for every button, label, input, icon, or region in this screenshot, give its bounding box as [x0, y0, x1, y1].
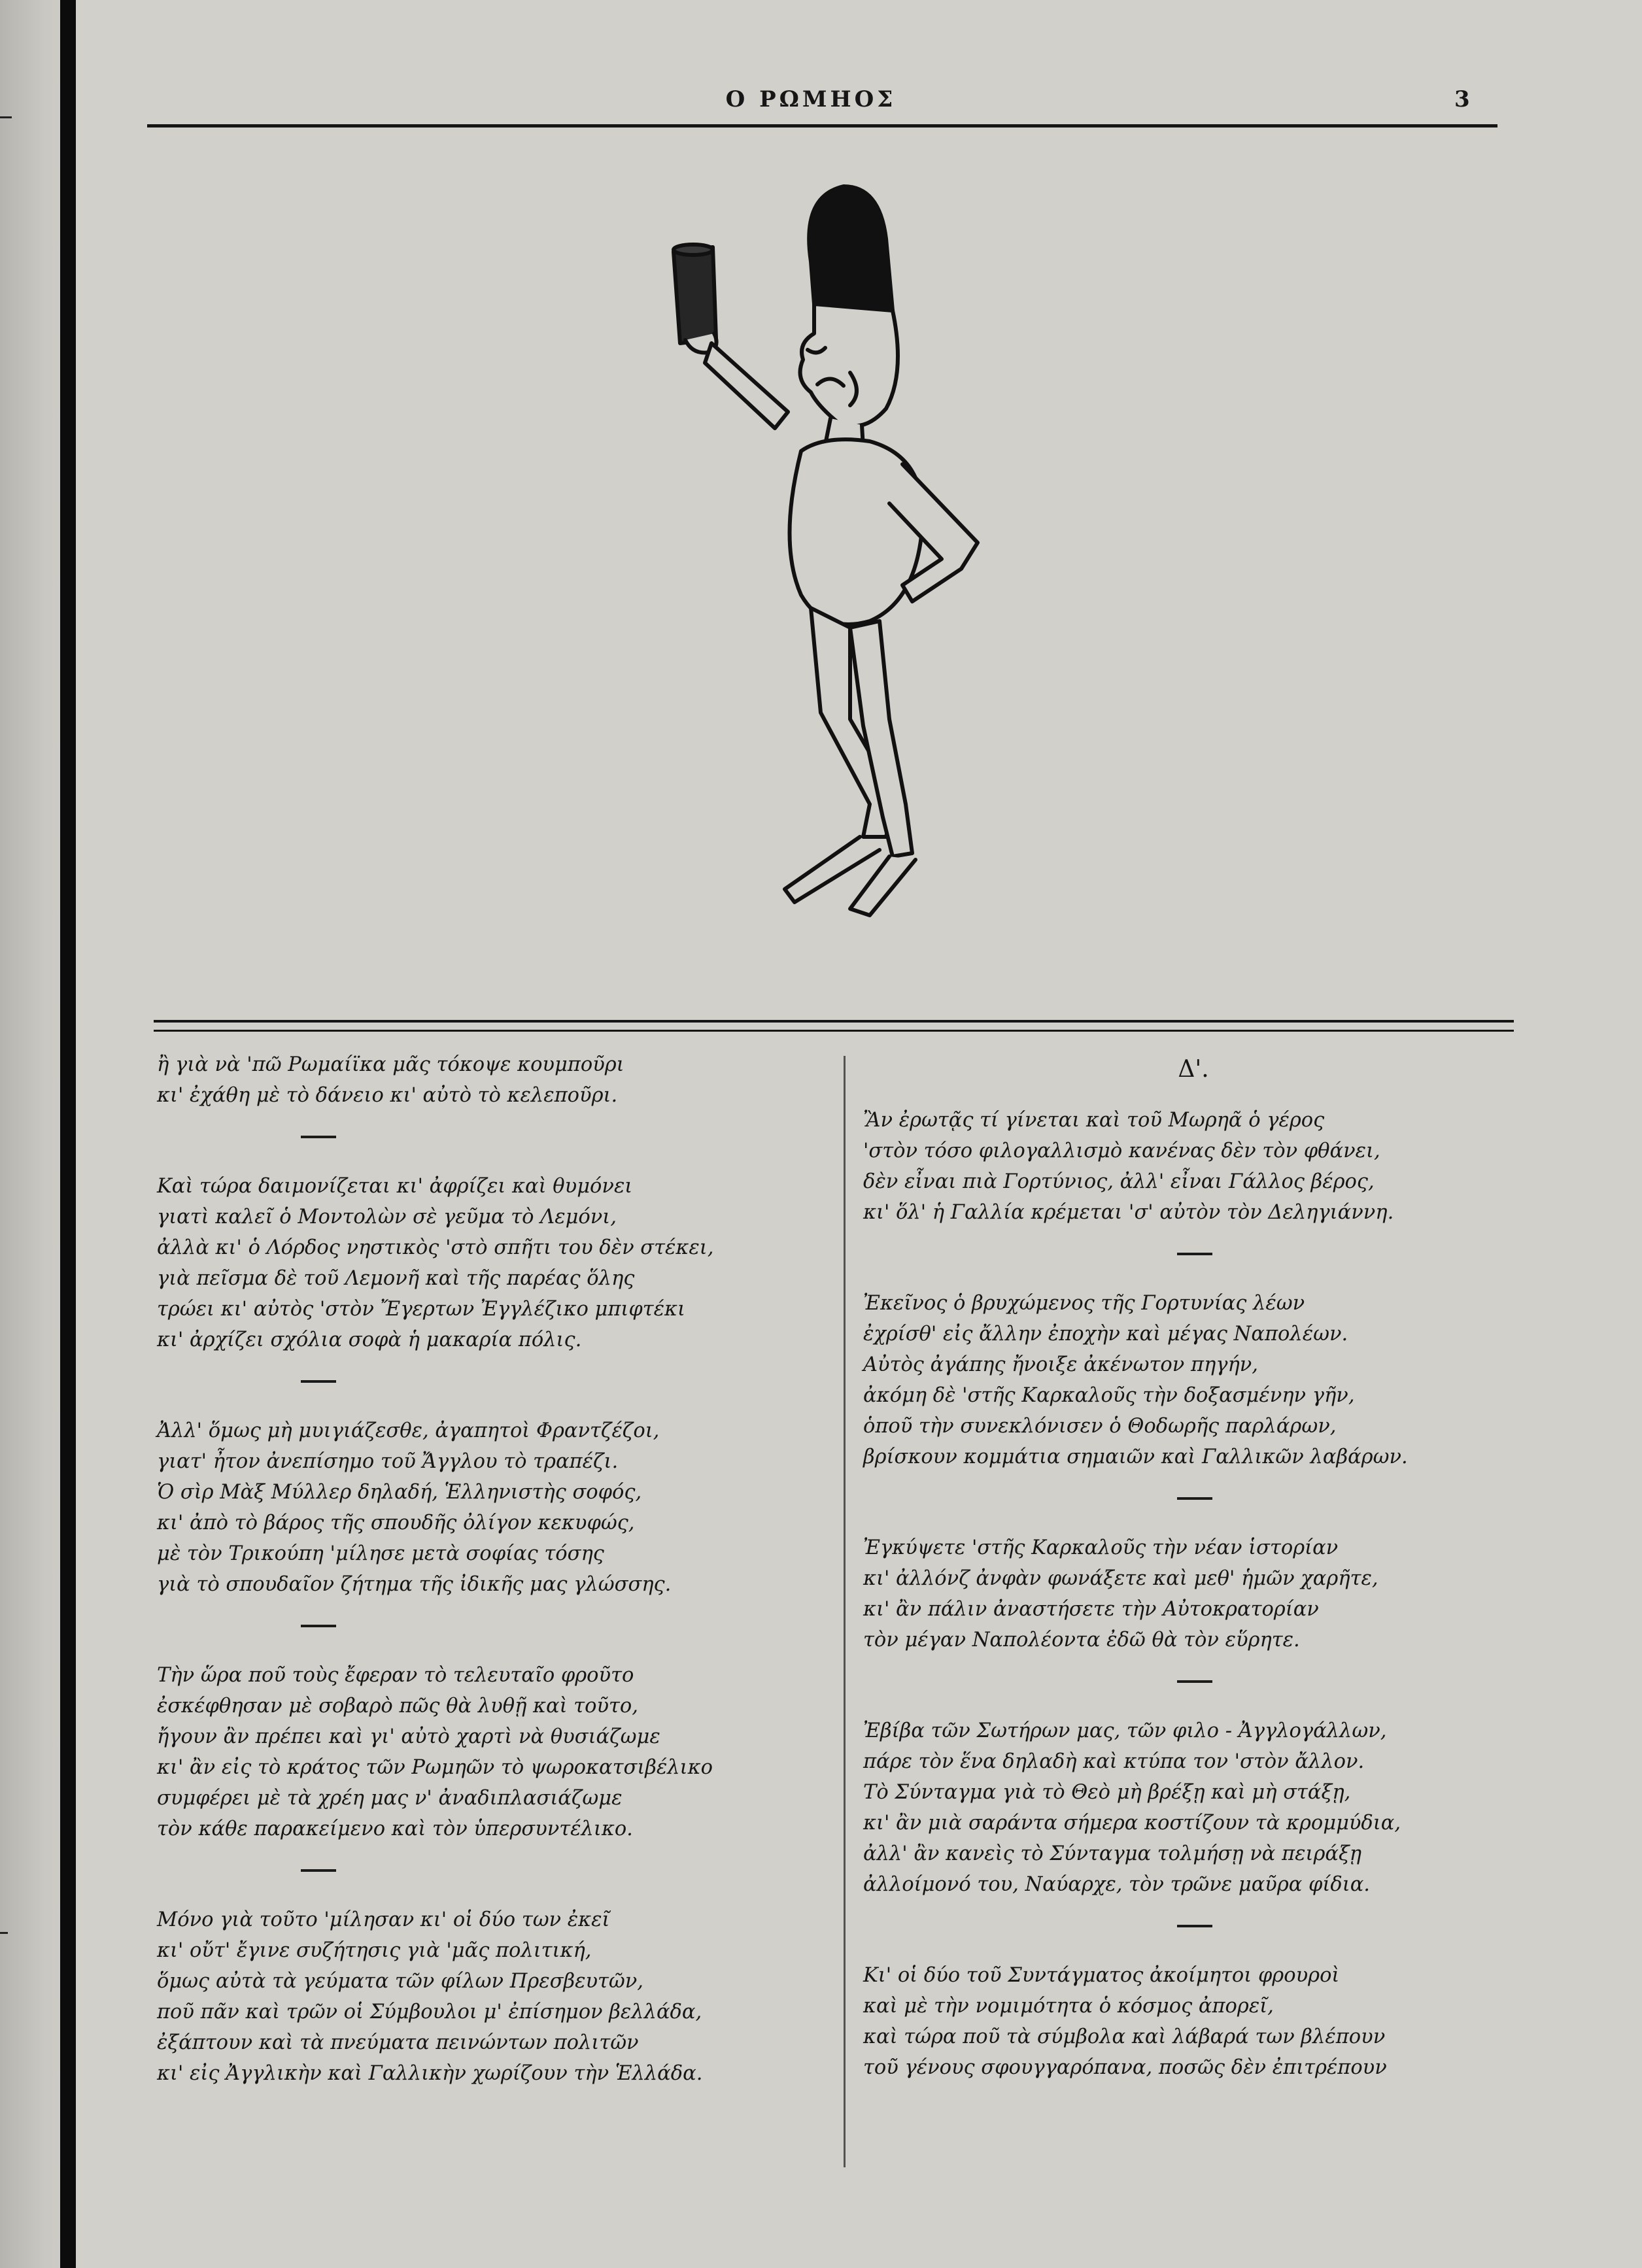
poem-line: ἀκόμη δὲ 'στῆς Καρκαλοῦς τὴν δοξασμένην γῆν,: [863, 1384, 1355, 1407]
poem-stanza: [863, 1288, 1524, 1472]
poem-line: Τὴν ὥρα ποῦ τοὺς ἔφεραν τὸ τελευταῖο φροῦτο: [157, 1664, 634, 1687]
poem-stanza: [863, 1532, 1524, 1655]
poem-line: Ἂν ἐρωτᾷς τί γίνεται καὶ τοῦ Μωρηᾶ ὁ γέρος: [863, 1109, 1325, 1132]
poem-line: κι' ἂν εἰς τὸ κράτος τῶν Ρωμηῶν τὸ ψωροκατσιβέλικο: [157, 1756, 713, 1779]
stanza-separator: [301, 1625, 336, 1627]
poem-line: Αὐτὸς ἀγάπης ἤνοιξε ἀκένωτον πηγήν,: [863, 1353, 1258, 1376]
poem-stanza: [863, 1960, 1524, 2083]
poem-line: τὸν κάθε παρακείμενο καὶ τὸν ὑπερσυντέλικο.: [157, 1818, 633, 1840]
poem-line: ἐχρίσθ' εἰς ἄλλην ἐποχὴν καὶ μέγας Ναπολέων.: [863, 1323, 1348, 1346]
caricature-illustration: [654, 177, 1059, 928]
section-heading: Δ'.: [1178, 1056, 1209, 1083]
poem-line: Τὸ Σύνταγμα γιὰ τὸ Θεὸ μὴ βρέξῃ καὶ μὴ στάξῃ,: [863, 1781, 1351, 1804]
poem-line: κι' ἀλλόνζ ἀνφὰν φωνάξετε καὶ μεθ' ἡμῶν χαρῆτε,: [863, 1567, 1378, 1590]
section-rule: [154, 1030, 1514, 1032]
stanza-separator: [1177, 1497, 1212, 1500]
poem-line: Ὁ σὶρ Μὰξ Μύλλερ δηλαδή, Ἑλληνιστὴς σοφός,: [157, 1481, 642, 1504]
poem-stanza: [157, 1415, 817, 1600]
running-header-title: Ο ΡΩΜΗΟΣ: [725, 86, 897, 112]
poem-stanza: [157, 1171, 817, 1355]
poem-stanza: [157, 1049, 817, 1111]
poem-line: συμφέρει μὲ τὰ χρέη μας ν' ἀναδιπλασιάζωμε: [157, 1787, 623, 1810]
poem-line: ποῦ πᾶν καὶ τρῶν οἱ Σύμβουλοι μ' ἐπίσημον βελλάδα,: [157, 2001, 702, 2023]
poem-line: τὸν μέγαν Ναπολέοντα ἐδῶ θὰ τὸν εὕρητε.: [863, 1629, 1300, 1651]
poem-stanza: [157, 1904, 817, 2089]
poem-line: Καὶ τώρα δαιμονίζεται κι' ἀφρίζει καὶ θυμόνει: [157, 1175, 633, 1198]
poem-line: γιατ' ἦτον ἀνεπίσημο τοῦ Ἄγγλου τὸ τραπέζι.: [157, 1450, 619, 1473]
poem-line: κι' ἂν μιὰ σαράντα σήμερα κοστίζουν τὰ κρομμύδια,: [863, 1812, 1401, 1835]
poem-line: ἀλλὰ κι' ὁ Λόρδος νηστικὸς 'στὸ σπῆτι του δὲν στέκει,: [157, 1236, 714, 1259]
right-column: [863, 1049, 1524, 2083]
poem-line: ὅμως αὐτὰ τὰ γεύματα τῶν φίλων Πρεσβευτῶν,: [157, 1970, 643, 1993]
poem-stanza: [863, 1105, 1524, 1228]
section-rule: [154, 1020, 1514, 1023]
edge-mark: [0, 1932, 8, 1934]
poem-line: γιὰ πεῖσμα δὲ τοῦ Λεμονῆ καὶ τῆς παρέας ὅλης: [157, 1267, 635, 1290]
poem-line: Μόνο γιὰ τοῦτο 'μίλησαν κι' οἱ δύο των ἐκεῖ: [157, 1908, 610, 1931]
poem-line: Κι' οἱ δύο τοῦ Συντάγματος ἀκοίμητοι φρουροὶ: [863, 1964, 1340, 1987]
stanza-separator: [1177, 1253, 1212, 1255]
poem-line: κι' οὔτ' ἔγινε συζήτησις γιὰ 'μᾶς πολιτική,: [157, 1939, 592, 1962]
edge-mark: [0, 116, 12, 118]
poem-line: ἀλλ' ἂν κανεὶς τὸ Σύνταγμα τολμήσῃ νὰ πειράξῃ: [863, 1842, 1362, 1865]
poem-stanza: [863, 1716, 1524, 1900]
binding-spine: [60, 0, 76, 2268]
stanza-separator: [301, 1380, 336, 1383]
left-column: [157, 1049, 817, 2089]
poem-line: κι' ἀρχίζει σχόλια σοφὰ ἡ μακαρία πόλις.: [157, 1329, 582, 1351]
poem-stanza: [157, 1660, 817, 1844]
page-number: 3: [1454, 86, 1470, 112]
stanza-separator: [1177, 1680, 1212, 1683]
poem-line: κι' ἐχάθη μὲ τὸ δάνειο κι' αὐτὸ τὸ κελεποῦρι.: [157, 1084, 618, 1107]
poem-line: κι' ἀπὸ τὸ βάρος τῆς σπουδῆς ὀλίγον κεκυφώς,: [157, 1512, 635, 1534]
poem-line: κι' ὅλ' ἡ Γαλλία κρέμεται 'σ' αὐτὸν τὸν Δεληγιάννη.: [863, 1201, 1394, 1224]
poem-line: Ἐγκύψετε 'στῆς Καρκαλοῦς τὴν νέαν ἱστορίαν: [863, 1536, 1339, 1559]
stanza-separator: [301, 1136, 336, 1138]
poem-line: Ἐκεῖνος ὁ βρυχώμενος τῆς Γορτυνίας λέων: [863, 1292, 1305, 1315]
poem-line: μὲ τὸν Τρικούπη 'μίλησε μετὰ σοφίας τόσης: [157, 1542, 604, 1565]
poem-line: Ἀλλ' ὅμως μὴ μυιγιάζεσθε, ἀγαπητοὶ Φραντζέζοι,: [157, 1419, 660, 1442]
stanza-separator: [301, 1869, 336, 1872]
stanza-separator: [1177, 1925, 1212, 1927]
poem-line: τοῦ γένους σφουγγαρόπανα, ποσῶς δὲν ἐπιτρέπουν: [863, 2056, 1387, 2079]
poem-line: βρίσκουν κομμάτια σημαιῶν καὶ Γαλλικῶν λαβάρων.: [863, 1446, 1408, 1468]
poem-line: ἀλλοίμονό του, Ναύαρχε, τὸν τρῶνε μαῦρα φίδια.: [863, 1873, 1370, 1896]
poem-line: 'στὸν τόσο φιλογαλλισμὸ κανένας δὲν τὸν φθάνει,: [863, 1140, 1380, 1162]
poem-line: Ἐβίβα τῶν Σωτήρων μας, τῶν φιλο - Ἀγγλογάλλων,: [863, 1719, 1387, 1742]
header-rule: [147, 124, 1497, 127]
poem-line: κι' εἰς Ἀγγλικὴν καὶ Γαλλικὴν χωρίζουν τὴν Ἑλλάδα.: [157, 2062, 703, 2085]
poem-line: δὲν εἶναι πιὰ Γορτύνιος, ἀλλ' εἶναι Γάλλος βέρος,: [863, 1170, 1375, 1193]
poem-line: πάρε τὸν ἕνα δηλαδὴ καὶ κτύπα τον 'στὸν ἄλλον.: [863, 1750, 1365, 1773]
column-divider: [844, 1056, 846, 2167]
poem-line: ἢ γιὰ νὰ 'πῶ Ρωμαίϊκα μᾶς τόκοψε κουμποῦρι: [157, 1053, 624, 1076]
poem-line: γιατὶ καλεῖ ὁ Μοντολὼν σὲ γεῦμα τὸ Λεμόνι,: [157, 1206, 617, 1228]
poem-line: γιὰ τὸ σπουδαῖον ζήτημα τῆς ἰδικῆς μας γλώσσης.: [157, 1573, 672, 1596]
poem-line: ἤγουν ἂν πρέπει καὶ γι' αὐτὸ χαρτὶ νὰ θυσιάζωμε: [157, 1725, 660, 1748]
poem-line: κι' ἂν πάλιν ἀναστήσετε τὴν Αὐτοκρατορίαν: [863, 1598, 1319, 1621]
poem-line: καὶ μὲ τὴν νομιμότητα ὁ κόσμος ἀπορεῖ,: [863, 1995, 1274, 2018]
poem-line: καὶ τώρα ποῦ τὰ σύμβολα καὶ λάβαρά των βλέπουν: [863, 2025, 1386, 2048]
poem-line: τρώει κι' αὐτὸς 'στὸν Ἔγερτων Ἐγγλέζικο μπιφτέκι: [157, 1298, 685, 1321]
poem-line: ὁποῦ τὴν συνεκλόνισεν ὁ Θοδωρῆς παρλάρων,: [863, 1415, 1337, 1438]
poem-line: ἐσκέφθησαν μὲ σοβαρὸ πῶς θὰ λυθῇ καὶ τοῦτο,: [157, 1695, 638, 1718]
poem-line: ἐξάπτουν καὶ τὰ πνεύματα πεινώντων πολιτῶν: [157, 2031, 639, 2054]
